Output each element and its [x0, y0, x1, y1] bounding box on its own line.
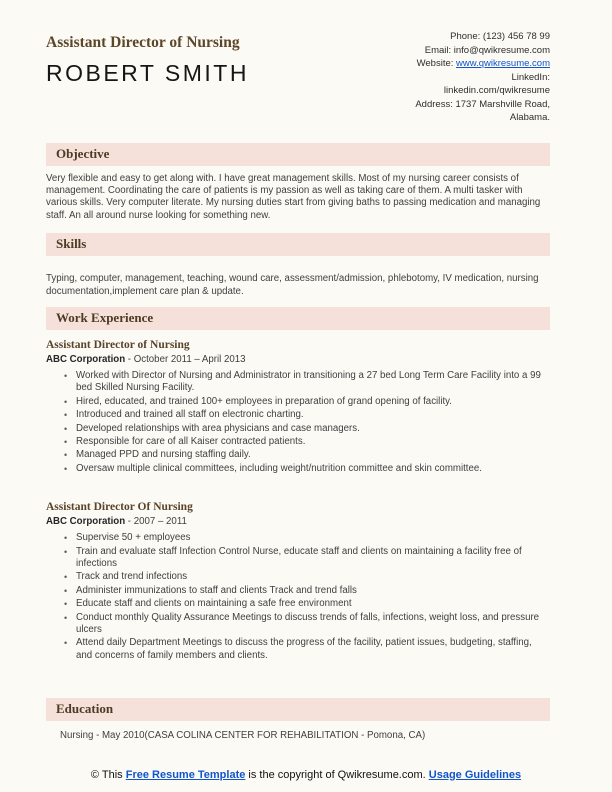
- job-2-bullets: [46, 532, 550, 662]
- objective-heading: Objective: [56, 145, 110, 161]
- list-item: • Attend daily Department Meetings to discuss the progress of the facility, patient issues, budgeting, staffing, and concerns of family members and clients.: [76, 637, 550, 662]
- job-2-company-line: [46, 516, 550, 527]
- job-entry-1: [46, 339, 550, 475]
- footer-prefix: © This: [90, 768, 126, 781]
- job-1-company: ABC Corporation: [46, 353, 126, 365]
- website-link[interactable]: www.qwikresume.com: [456, 58, 550, 69]
- list-item: • Responsible for care of all Kaiser contracted patients.: [76, 436, 550, 448]
- list-item: • Administer immunizations to staff and clients Track and trend falls: [76, 585, 550, 597]
- header: [46, 30, 550, 125]
- work-experience-heading: Work Experience: [56, 309, 154, 325]
- contact-email: Email: info@qwikresume.com: [424, 44, 550, 56]
- list-item: • Hired, educated, and trained 100+ employees in preparation of grand opening of facility.: [76, 396, 550, 408]
- job-2-title: Assistant Director Of Nursing: [46, 501, 193, 514]
- skills-heading: Skills: [56, 236, 87, 252]
- contact-info: [415, 30, 550, 125]
- job-2-dates: - 2007 – 2011: [125, 516, 187, 528]
- job-1-title: Assistant Director of Nursing: [46, 338, 190, 351]
- contact-linkedin-value: linkedin.com/qwikresume: [443, 85, 550, 96]
- list-item: • Conduct monthly Quality Assurance Meetings to discuss trends of falls, infections, weight loss, and pressure ulcers: [76, 612, 550, 637]
- list-item: • Oversaw multiple clinical committees, including weight/nutrition committee and skin committee.: [76, 463, 550, 475]
- section-header-work-experience: [46, 307, 550, 330]
- list-item: • Train and evaluate staff Infection Control Nurse, educate staff and clients on maintaining a facility free of infections: [76, 546, 550, 571]
- usage-guidelines-link[interactable]: Usage Guidelines: [428, 768, 522, 781]
- contact-address-line1: Address: 1737 Marshville Road,: [415, 98, 550, 110]
- header-left: [46, 30, 249, 125]
- list-item: • Introduced and trained all staff on electronic charting.: [76, 409, 550, 421]
- list-item: • Managed PPD and nursing staffing daily.: [76, 449, 550, 461]
- resume-job-title: Assistant Director of Nursing: [46, 34, 240, 51]
- section-header-skills: [46, 233, 550, 256]
- list-item: • Track and trend infections: [76, 571, 550, 583]
- job-1-bullets: [46, 370, 550, 475]
- section-header-objective: [46, 143, 550, 166]
- footer: [0, 768, 612, 783]
- footer-middle: is the copyright of Qwikresume.com.: [245, 768, 429, 781]
- job-2-company: ABC Corporation: [46, 516, 126, 528]
- list-item: • Supervise 50 + employees: [76, 532, 550, 544]
- free-resume-template-link[interactable]: Free Resume Template: [125, 768, 246, 781]
- footer-text: [80, 768, 532, 783]
- contact-address-line2: Alabama.: [509, 112, 550, 123]
- list-item: • Educate staff and clients on maintaining a safe free environment: [76, 598, 550, 610]
- section-header-education: [46, 698, 550, 721]
- contact-phone: Phone: (123) 456 78 99: [450, 31, 550, 42]
- education-text: Nursing - May 2010(CASA COLINA CENTER FOR REHABILITATION - Pomona, CA): [60, 730, 426, 742]
- objective-text: Very flexible and easy to get along with. I have great management skills. Most of my nursing career consists of management. Coordinating the care of patients is my passion as well as taking care of them. A multi tasker with various skills. Very computer literate. My nursing duties start from giving baths to passing medication and managing staff. An all around nurse looking for something new.: [46, 172, 541, 221]
- list-item: • Developed relationships with area physicians and case managers.: [76, 423, 550, 435]
- job-1-company-line: [46, 354, 550, 365]
- contact-website: [415, 57, 550, 71]
- job-1-dates: - October 2011 – April 2013: [125, 353, 246, 365]
- skills-text: Typing, computer, management, teaching, wound care, assessment/admission, phlebotomy, IV medication, nursing documentation,implement care plan & update.: [46, 273, 539, 297]
- contact-website-label: Website:: [416, 58, 457, 69]
- education-heading: Education: [56, 701, 114, 717]
- contact-linkedin-label: LinkedIn:: [511, 71, 550, 83]
- list-item: • Worked with Director of Nursing and Administrator in transitioning a 27 bed Long Term Care Facility into a 99 bed Skilled Nursing Facility.: [76, 370, 550, 395]
- job-entry-2: [46, 501, 550, 662]
- candidate-name: ROBERT SMITH: [46, 60, 249, 86]
